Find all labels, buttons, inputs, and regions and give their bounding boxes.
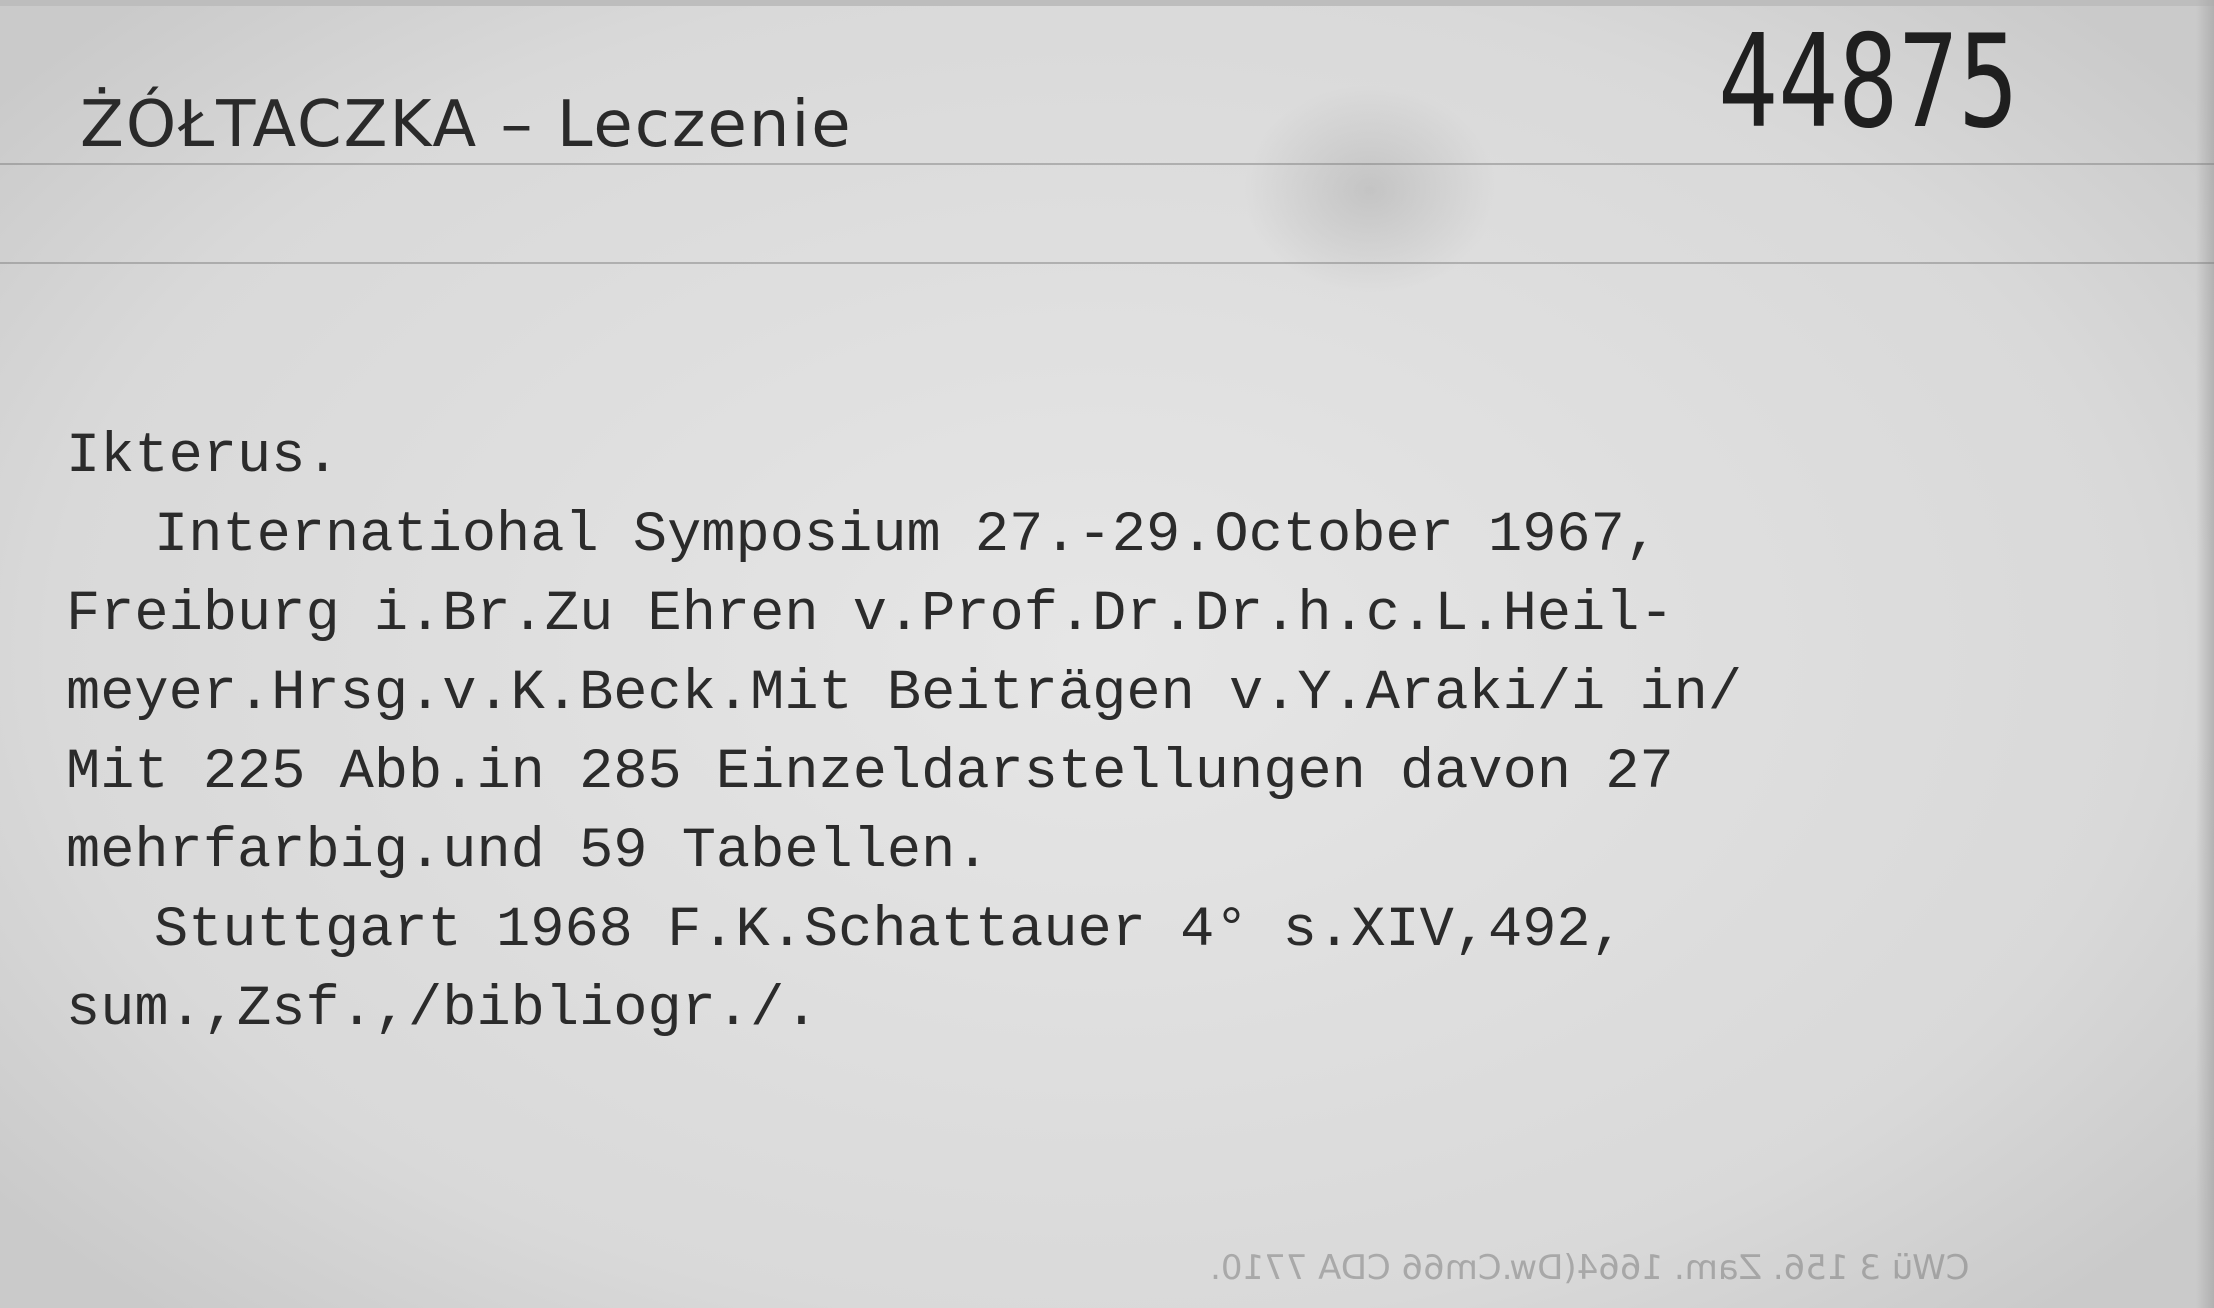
entry-line: mehrfarbig.und 59 Tabellen. xyxy=(66,820,990,884)
entry-title: Ikterus. xyxy=(66,425,340,489)
card-number: 44875 xyxy=(1718,8,2019,157)
subject-heading: ŻÓŁTACZKA – Leczenie xyxy=(80,88,853,162)
entry-line: Mit 225 Abb.in 285 Einzeldarstellungen davon 27 xyxy=(66,741,1674,805)
entry-line: Internatiohal Symposium 27.-29.October 1967, xyxy=(154,504,1660,568)
entry-line: meyer.Hrsg.v.K.Beck.Mit Beiträgen v.Y.Araki/i in/ xyxy=(66,662,1743,726)
secondary-rule xyxy=(0,262,2214,264)
entry-line: Freiburg i.Br.Zu Ehren v.Prof.Dr.Dr.h.c.L.Heil- xyxy=(66,583,1674,647)
entry-notes-line: sum.,Zsf.,/bibliogr./. xyxy=(66,978,819,1042)
header-rule xyxy=(0,163,2214,165)
card-right-edge xyxy=(2196,0,2214,1308)
entry-imprint-line: Stuttgart 1968 F.K.Schattauer 4° s.XIV,492, xyxy=(154,899,1625,963)
bibliographic-entry xyxy=(66,418,1742,1050)
printer-stamp: CWü 3 156. Zam. 1664(Dw.Cm66 CDA 7710. xyxy=(1210,1248,1970,1288)
card-top-edge xyxy=(0,0,2214,6)
